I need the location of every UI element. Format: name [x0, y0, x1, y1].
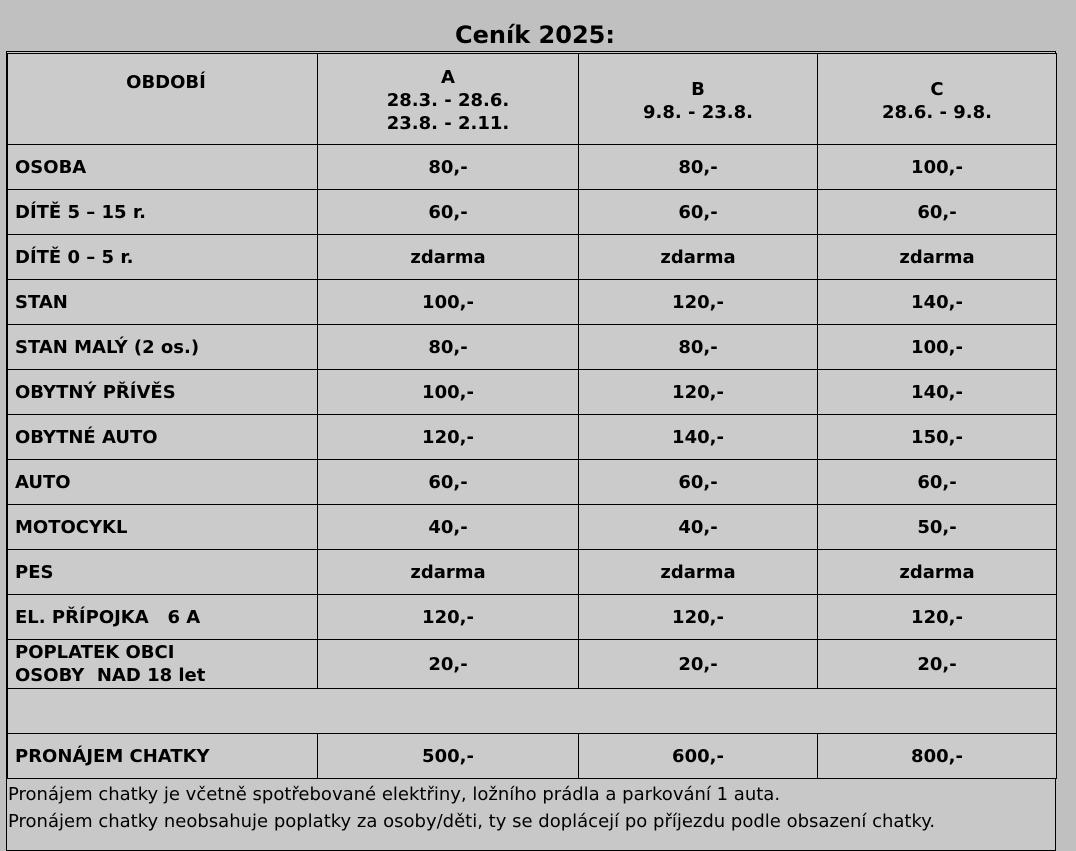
price-cell-a: 500,-	[318, 734, 579, 779]
price-cell-c: 100,-	[818, 325, 1057, 370]
row-label: OBYTNÝ PŘÍVĚS	[8, 370, 318, 415]
price-cell-c: 140,-	[818, 280, 1057, 325]
price-cell-a: 60,-	[318, 460, 579, 505]
price-cell-b: 120,-	[579, 370, 818, 415]
row-label: AUTO	[8, 460, 318, 505]
price-cell-b: 40,-	[579, 505, 818, 550]
table-row	[8, 595, 1057, 640]
header-column-b	[579, 54, 818, 145]
table-row	[8, 460, 1057, 505]
price-cell-c: zdarma	[818, 550, 1057, 595]
price-cell-a: 80,-	[318, 145, 579, 190]
fee-row-label-line: OSOBY NAD 18 let	[15, 665, 206, 686]
fee-row-label	[8, 640, 318, 689]
table-row	[8, 235, 1057, 280]
price-cell-c: zdarma	[818, 235, 1057, 280]
table-row	[8, 190, 1057, 235]
table-row	[8, 550, 1057, 595]
header-column-code: A	[441, 67, 455, 88]
price-cell-b: zdarma	[579, 550, 818, 595]
price-cell-a: 80,-	[318, 325, 579, 370]
price-cell-b: 60,-	[579, 460, 818, 505]
row-label: STAN	[8, 280, 318, 325]
table-row-fee	[8, 640, 1057, 689]
header-column-dates: 28.3. - 28.6.	[386, 90, 510, 111]
price-cell-a: 120,-	[318, 595, 579, 640]
header-column-dates: 23.8. - 2.11.	[386, 113, 510, 134]
price-cell-c: 150,-	[818, 415, 1057, 460]
row-label: DÍTĚ 0 – 5 r.	[8, 235, 318, 280]
price-cell-a: zdarma	[318, 235, 579, 280]
table-row	[8, 370, 1057, 415]
note-line: Pronájem chatky neobsahuje poplatky za osoby/děti, ty se doplácejí po příjezdu podle obsazení chatky.	[8, 811, 936, 832]
notes	[8, 781, 1053, 835]
price-cell-b: 20,-	[579, 640, 818, 689]
header-column-dates: 28.6. - 9.8.	[882, 102, 992, 123]
price-cell-b: 80,-	[579, 145, 818, 190]
price-cell-c: 20,-	[818, 640, 1057, 689]
price-cell-c: 120,-	[818, 595, 1057, 640]
row-label: MOTOCYKL	[8, 505, 318, 550]
header-period-label: OBDOBÍ	[8, 54, 318, 145]
table-row-rent	[8, 734, 1057, 779]
note-line: Pronájem chatky je včetně spotřebované elektřiny, ložního prádla a parkování 1 auta.	[8, 784, 781, 805]
table-row	[8, 280, 1057, 325]
price-cell-b: 120,-	[579, 280, 818, 325]
price-cell-c: 60,-	[818, 190, 1057, 235]
table-row	[8, 145, 1057, 190]
price-cell-c: 100,-	[818, 145, 1057, 190]
row-label: EL. PŘÍPOJKA 6 A	[8, 595, 318, 640]
row-label: OSOBA	[8, 145, 318, 190]
table-row	[8, 325, 1057, 370]
header-column-code: B	[691, 79, 705, 100]
price-cell-c: 140,-	[818, 370, 1057, 415]
price-cell-a: 20,-	[318, 640, 579, 689]
price-cell-b: 120,-	[579, 595, 818, 640]
fee-row-label-line: POPLATEK OBCI	[15, 642, 175, 663]
price-cell-a: 100,-	[318, 370, 579, 415]
table-row	[8, 505, 1057, 550]
price-cell-c: 50,-	[818, 505, 1057, 550]
price-cell-b: 600,-	[579, 734, 818, 779]
header-column-a	[318, 54, 579, 145]
price-cell-b: 140,-	[579, 415, 818, 460]
price-cell-b: 60,-	[579, 190, 818, 235]
header-column-dates: 9.8. - 23.8.	[643, 102, 753, 123]
price-cell-a: zdarma	[318, 550, 579, 595]
price-cell-a: 120,-	[318, 415, 579, 460]
price-table	[7, 53, 1057, 779]
page-title: Ceník 2025:	[455, 21, 615, 49]
price-cell-a: 60,-	[318, 190, 579, 235]
table-header-row	[8, 54, 1057, 145]
row-label: STAN MALÝ (2 os.)	[8, 325, 318, 370]
row-label: PES	[8, 550, 318, 595]
row-label: DÍTĚ 5 – 15 r.	[8, 190, 318, 235]
rent-row-label: PRONÁJEM CHATKY	[8, 734, 318, 779]
spacer-cell	[8, 689, 1057, 734]
price-cell-a: 100,-	[318, 280, 579, 325]
price-cell-c: 60,-	[818, 460, 1057, 505]
price-cell-a: 40,-	[318, 505, 579, 550]
price-cell-c: 800,-	[818, 734, 1057, 779]
price-cell-b: zdarma	[579, 235, 818, 280]
price-cell-b: 80,-	[579, 325, 818, 370]
table-row	[8, 415, 1057, 460]
row-label: OBYTNÉ AUTO	[8, 415, 318, 460]
header-column-c	[818, 54, 1057, 145]
header-column-code: C	[930, 79, 944, 100]
table-spacer-row	[8, 689, 1057, 734]
